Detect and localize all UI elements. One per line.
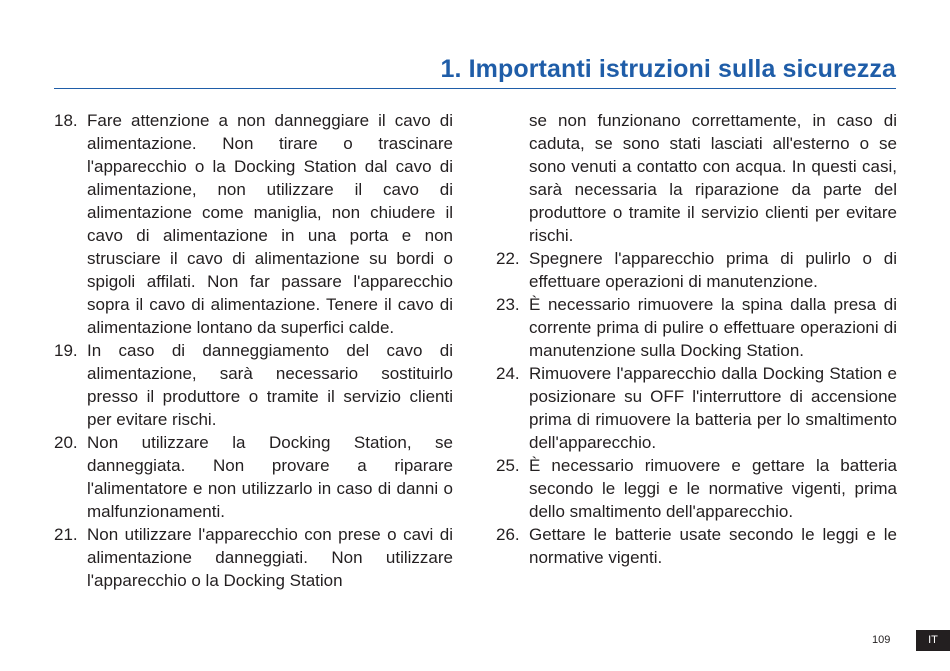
- item-number: 21.: [54, 525, 78, 544]
- list-item-21: [54, 523, 453, 592]
- item-number: 24.: [496, 364, 520, 383]
- item-number: 25.: [496, 456, 520, 475]
- left-column: [54, 109, 453, 592]
- instruction-list-left: [54, 109, 453, 592]
- title-divider: [54, 88, 896, 89]
- item-text: In caso di danneggiamento del cavo di alimentazione, sarà necessario sostituirlo presso il produttore o tramite il servizio clienti per evitare rischi.: [87, 341, 453, 429]
- instruction-list-right: [496, 247, 897, 569]
- item-number: 19.: [54, 341, 78, 360]
- item-21-continuation: se non funzionano correttamente, in caso di caduta, se sono stati lasciati all'esterno o se sono venuti a contatto con acqua. In questi casi, sarà necessaria la riparazione da parte del produttore o tramite il servizio clienti per evitare rischi.: [529, 111, 897, 245]
- item-text: Gettare le batterie usate secondo le leggi e le normative vigenti.: [529, 525, 897, 567]
- item-number: 26.: [496, 525, 520, 544]
- item-text: Non utilizzare la Docking Station, se danneggiata. Non provare a riparare l'alimentatore e non utilizzarlo in caso di danni o malfunzionamenti.: [87, 433, 453, 521]
- item-text: Spegnere l'apparecchio prima di pulirlo o di effettuare operazioni di manutenzione.: [529, 249, 897, 291]
- item-text: Rimuovere l'apparecchio dalla Docking Station e posizionare su OFF l'interruttore di accensione prima di rimuovere la batteria per lo smaltimento dell'apparecchio.: [529, 364, 897, 452]
- item-text: Fare attenzione a non danneggiare il cavo di alimentazione. Non tirare o trascinare l'apparecchio o la Docking Station dal cavo di alimentazione, non utilizzare il cavo di alimentazione come maniglia, non chiudere il cavo di alimentazione in una porta e non strusciare il cavo di alimentazione su bordi o spigoli affilati. Non far passare l'apparecchio sopra il cavo di alimentazione. Tenere il cavo di alimentazione lontano da superfici calde.: [87, 111, 453, 337]
- item-text: È necessario rimuovere e gettare la batteria secondo le leggi e le normative vigenti, prima dello smaltimento dell'apparecchio.: [529, 456, 897, 521]
- item-number: 22.: [496, 249, 520, 268]
- list-item-19: [54, 339, 453, 431]
- page-title: 1. Importanti istruzioni sulla sicurezza: [440, 55, 896, 83]
- item-text: È necessario rimuovere la spina dalla presa di corrente prima di pulire o effettuare operazioni di manutenzione sulla Docking Station.: [529, 295, 897, 360]
- item-number: 23.: [496, 295, 520, 314]
- list-item-25: [496, 454, 897, 523]
- list-item-22: [496, 247, 897, 293]
- list-item-23: [496, 293, 897, 362]
- item-number: 20.: [54, 433, 78, 452]
- item-number: 18.: [54, 111, 78, 130]
- list-item-26: [496, 523, 897, 569]
- language-tab: IT: [916, 630, 950, 651]
- item-text: Non utilizzare l'apparecchio con prese o cavi di alimentazione danneggiati. Non utilizzare l'apparecchio o la Docking Station: [87, 525, 453, 590]
- right-column: [496, 109, 897, 569]
- list-item-20: [54, 431, 453, 523]
- list-item-18: [54, 109, 453, 339]
- list-item-24: [496, 362, 897, 454]
- page-number: 109: [872, 634, 891, 646]
